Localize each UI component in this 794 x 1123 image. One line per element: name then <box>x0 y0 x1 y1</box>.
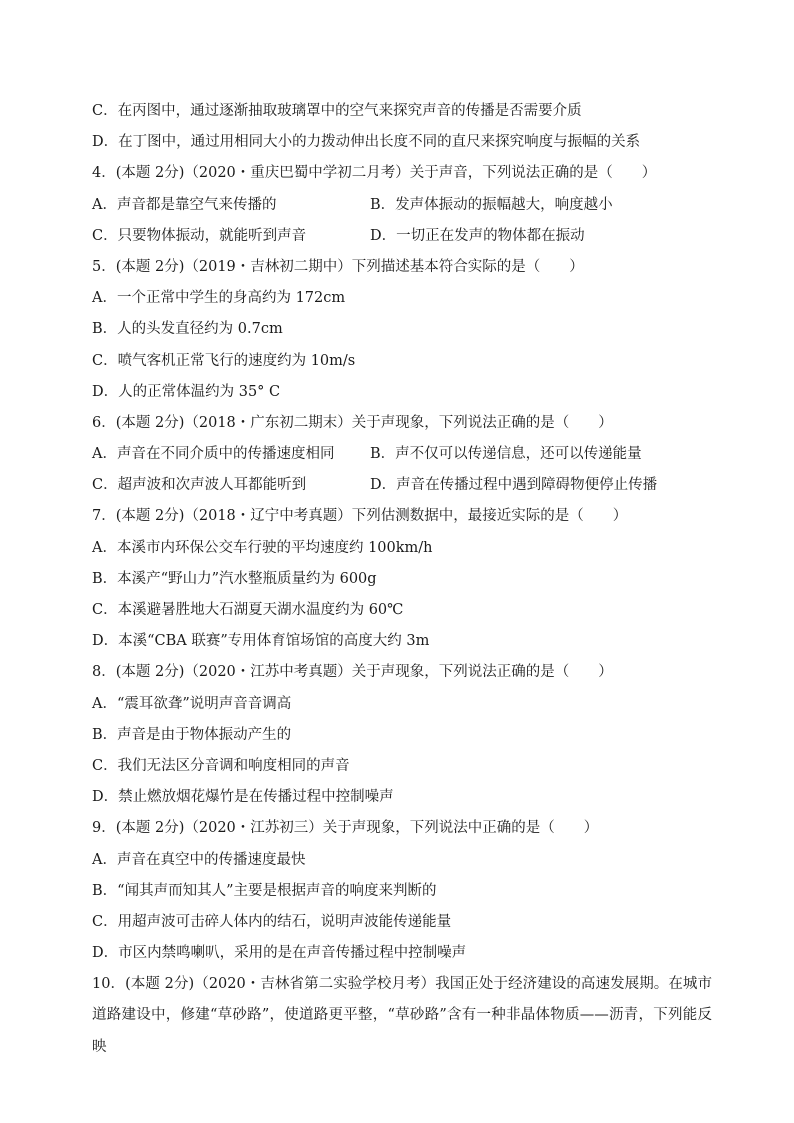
q8-option-c: C．我们无法区分音调和响度相同的声音 <box>92 757 350 774</box>
q5-option-c: C．喷气客机正常飞行的速度约为 10m/s <box>92 352 356 369</box>
q7-option-a: A．本溪市内环保公交车行驶的平均速度约 100km/h <box>92 539 433 556</box>
q6-option-c: C．超声波和次声波人耳都能听到 <box>92 477 307 494</box>
q6-option-d: D．声音在传播过程中遇到障碍物便停止传播 <box>370 477 658 494</box>
q5-option-a: A．一个正常中学生的身高约为 172cm <box>92 290 346 307</box>
q9-option-c: C．用超声波可击碎人体内的结石，说明声波能传递能量 <box>92 913 452 930</box>
q3-option-c: C．在丙图中，通过逐渐抽取玻璃罩中的空气来探究声音的传播是否需要介质 <box>92 103 582 119</box>
q6-options-row-2 <box>92 470 712 501</box>
q7-stem: 7．(本题 2分)（2018・辽宁中考真题）下列估测数据中，最接近实际的是（ ） <box>92 508 628 525</box>
q8-option-a: A．“震耳欲聋”说明声音音调高 <box>92 695 292 712</box>
q8-option-d: D．禁止燃放烟花爆竹是在传播过程中控制噪声 <box>92 789 394 806</box>
q8-option-b: B．声音是由于物体振动产生的 <box>92 726 292 743</box>
q5-stem: 5．(本题 2分)（2019・吉林初二期中）下列描述基本符合实际的是（ ） <box>92 258 584 275</box>
q5-option-d: D．人的正常体温约为 35° C <box>92 383 281 400</box>
q7-option-d: D．本溪“CBA 联赛”专用体育馆场馆的高度大约 3m <box>92 633 430 650</box>
q10-stem: 10．(本题 2分)（2020・吉林省第二实验学校月考）我国正处于经济建设的高速发展期。在城市道路建设中，修建“草砂路”，使道路更平整，“草砂路”含有一种非晶体物质——沥青，下列能反映 <box>92 976 712 1055</box>
q6-option-a: A．声音在不同介质中的传播速度相同 <box>92 446 335 463</box>
q4-option-a: A．声音都是靠空气来传播的 <box>92 196 277 213</box>
q4-stem: 4．(本题 2分)（2020・重庆巴蜀中学初二月考）关于声音，下列说法正确的是（ ） <box>92 165 657 182</box>
q9-option-b: B．“闻其声而知其人”主要是根据声音的响度来判断的 <box>92 882 437 899</box>
q4-options-row-1 <box>92 190 712 221</box>
q6-option-b: B．声不仅可以传递信息，还可以传递能量 <box>370 446 642 463</box>
q4-option-b: B．发声体振动的振幅越大，响度越小 <box>370 196 613 213</box>
q3-option-d: D．在丁图中，通过用相同大小的力拨动伸出长度不同的直尺来探究响度与振幅的关系 <box>92 134 641 151</box>
q4-option-c: C．只要物体振动，就能听到声音 <box>92 227 307 244</box>
q4-option-d: D．一切正在发声的物体都在振动 <box>370 227 585 244</box>
q6-stem: 6．(本题 2分)（2018・广东初二期末）关于声现象，下列说法正确的是（ ） <box>92 414 613 431</box>
q6-options-row-1 <box>92 439 712 470</box>
q7-option-b: B．本溪产“野山力”汽水整瓶质量约为 600g <box>92 570 377 587</box>
q8-stem: 8．(本题 2分)（2020・江苏中考真题）关于声现象，下列说法正确的是（ ） <box>92 664 613 681</box>
q9-option-d: D．市区内禁鸣喇叭，采用的是在声音传播过程中控制噪声 <box>92 945 467 962</box>
q5-option-b: B．人的头发直径约为 0.7cm <box>92 321 283 338</box>
exam-page <box>92 96 712 1063</box>
q9-stem: 9．(本题 2分)（2020・江苏初三）关于声现象，下列说法中正确的是（ ） <box>92 820 599 837</box>
q4-options-row-2 <box>92 221 712 252</box>
q9-option-a: A．声音在真空中的传播速度最快 <box>92 851 306 868</box>
q7-option-c: C．本溪避暑胜地大石湖夏天湖水温度约为 60℃ <box>92 602 404 618</box>
